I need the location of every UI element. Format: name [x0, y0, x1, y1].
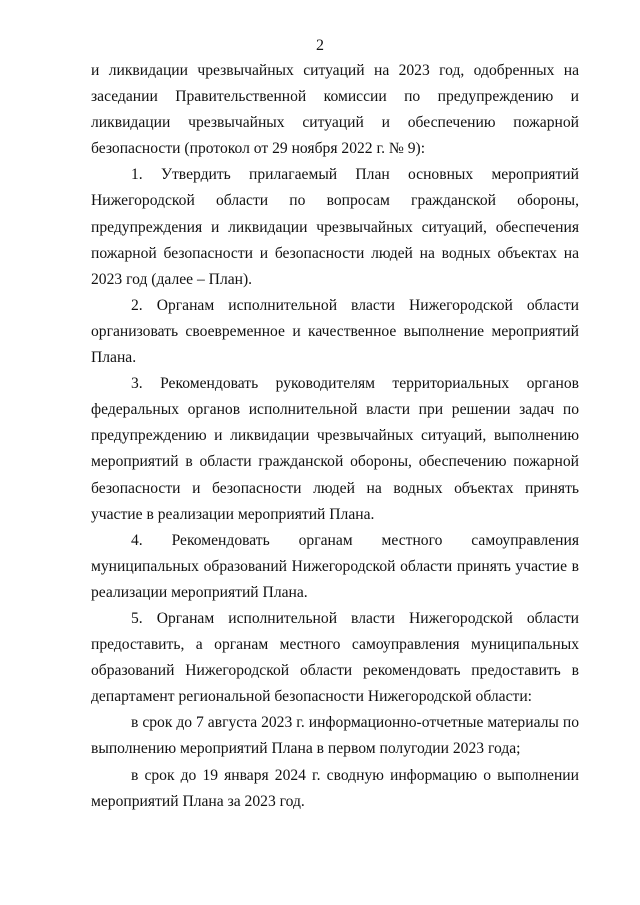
document-body	[91, 58, 579, 815]
paragraph-intro: и ликвидации чрезвычайных ситуаций на 2023 год, одобренных на заседании Правительственной комиссии по предупреждению и ликвидации чрезвычайных ситуаций и обеспечению пожарной безопасности (протокол от 29 ноября 2022 г. № 9):	[91, 62, 579, 158]
paragraph-item-5: 5. Органам исполнительной власти Нижегородской области предоставить, а органам местного самоуправления муниципальных образований Нижегородской области рекомендовать предоставить в департамент региональной безопасности Нижегородской области:	[91, 609, 579, 706]
paragraph-item-1: 1. Утвердить прилагаемый План основных мероприятий Нижегородской области по вопросам гражданской обороны, предупреждения и ликвидации чрезвычайных ситуаций, обеспечения пожарной безопасности и безопасности людей на водных объектах на 2023 год (далее – План).	[91, 166, 579, 288]
page-number: 2	[316, 37, 324, 54]
paragraph-item-5-deadline-january: в срок до 19 января 2024 г. сводную информацию о выполнении мероприятий Плана за 2023 год.	[91, 766, 579, 810]
paragraph-item-4: 4. Рекомендовать органам местного самоуправления муниципальных образований Нижегородской области принять участие в реализации мероприятий Плана.	[91, 531, 579, 601]
paragraph-item-2: 2. Органам исполнительной власти Нижегородской области организовать своевременное и качественное выполнение мероприятий Плана.	[91, 296, 579, 367]
paragraph-item-3: 3. Рекомендовать руководителям территориальных органов федеральных органов исполнительной власти при решении задач по предупреждению и ликвидации чрезвычайных ситуаций, выполнению мероприятий в области гражданской обороны, обеспечению пожарной безопасности и безопасности людей на водных объектах принять участие в реализации мероприятий Плана.	[91, 375, 579, 523]
paragraph-item-5-deadline-august: в срок до 7 августа 2023 г. информационно-отчетные материалы по выполнению мероприятий Плана в первом полугодии 2023 года;	[91, 714, 579, 758]
